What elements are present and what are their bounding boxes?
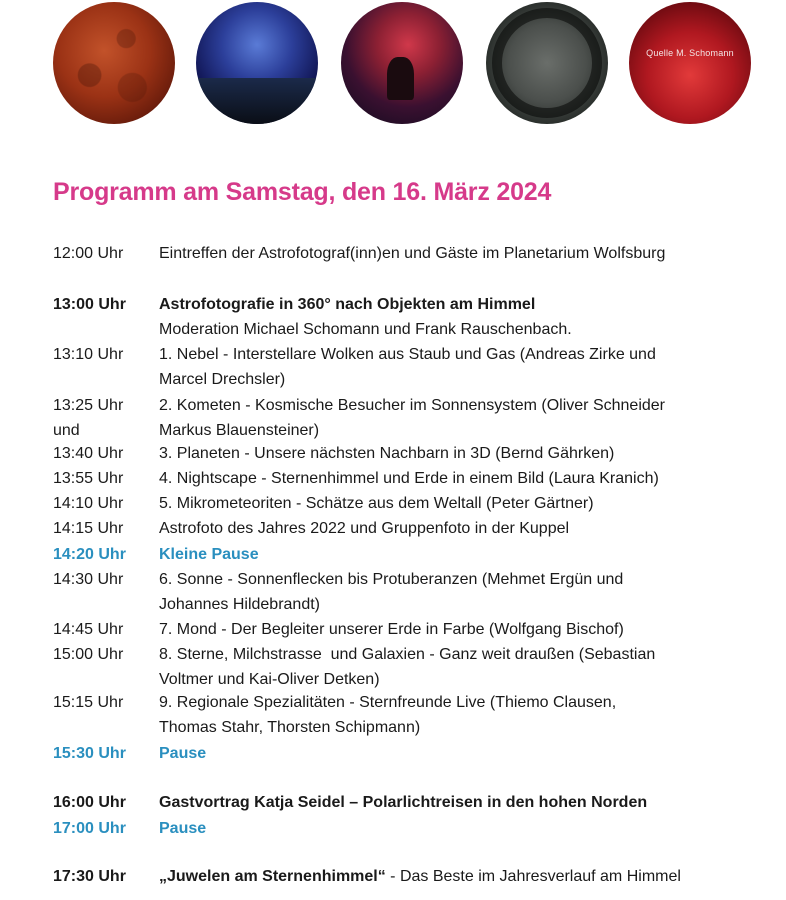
row-description: 5. Mikrometeoriten - Schätze aus dem Weltall (Peter Gärtner): [159, 495, 594, 512]
planetarium-photo: [629, 2, 751, 124]
allsky-photo: [486, 2, 608, 124]
row-time: 13:00 Uhr: [53, 296, 126, 313]
row-time: 17:30 Uhr: [53, 868, 126, 885]
row-time: 15:15 Uhr: [53, 694, 124, 711]
row-description: Kleine Pause: [159, 546, 259, 563]
photo-credit: Quelle M. Schomann: [646, 48, 734, 58]
row-time: 14:20 Uhr: [53, 546, 126, 563]
row-description: Pause: [159, 745, 207, 762]
row-description: Eintreffen der Astrofotograf(inn)en und Gäste im Planetarium Wolfsburg: [159, 245, 666, 262]
program-heading: Programm am Samstag, den 16. März 2024: [53, 178, 552, 206]
row-time: 14:10 Uhr: [53, 495, 124, 512]
header-image-strip: [0, 0, 786, 130]
row-time: 13:55 Uhr: [53, 470, 124, 487]
row-description: 4. Nightscape - Sternenhimmel und Erde in einem Bild (Laura Kranich): [159, 470, 659, 487]
row-description: Astrofotografie in 360° nach Objekten am Himmel: [159, 296, 536, 313]
row-description: 6. Sonne - Sonnenflecken bis Protuberanzen (Mehmet Ergün und Johannes Hildebrandt): [159, 571, 624, 613]
row-description: 2. Kometen - Kosmische Besucher im Sonnensystem (Oliver Schneider Markus Blauensteiner): [159, 397, 665, 439]
row-time: 15:00 Uhr: [53, 646, 124, 663]
row-description: 3. Planeten - Unsere nächsten Nachbarn in 3D (Bernd Gährken): [159, 445, 615, 462]
row-time: 14:30 Uhr: [53, 571, 124, 588]
row-time: 13:25 Uhr und: [53, 397, 124, 439]
row-time: 14:45 Uhr: [53, 621, 124, 638]
talk-title: „Juwelen am Sternenhimmel“: [159, 868, 386, 885]
row-time: 16:00 Uhr: [53, 794, 126, 811]
row-description: 8. Sterne, Milchstrasse und Galaxien - Ganz weit draußen (Sebastian Voltmer und Kai-Oliver Detken): [159, 646, 656, 688]
horsehead-nebula-photo: [341, 2, 463, 124]
talk-subtitle: - Das Beste im Jahresverlauf am Himmel: [385, 868, 681, 885]
row-description: Moderation Michael Schomann und Frank Rauschenbach.: [159, 321, 572, 338]
row-time: 15:30 Uhr: [53, 745, 126, 762]
row-description: Gastvortrag Katja Seidel – Polarlichtreisen in den hohen Norden: [159, 794, 648, 811]
blood-moon-photo: [53, 2, 175, 124]
row-description: Astrofoto des Jahres 2022 und Gruppenfoto in der Kuppel: [159, 520, 570, 537]
row-description: [159, 864, 759, 889]
row-description: 1. Nebel - Interstellare Wolken aus Staub und Gas (Andreas Zirke und Marcel Drechsler): [159, 346, 656, 388]
row-time: 14:15 Uhr: [53, 520, 124, 537]
row-description: 7. Mond - Der Begleiter unserer Erde in Farbe (Wolfgang Bischof): [159, 621, 624, 638]
row-time: 13:40 Uhr: [53, 445, 124, 462]
row-description: Pause: [159, 820, 207, 837]
row-time: 12:00 Uhr: [53, 245, 124, 262]
nightscape-photo: [196, 2, 318, 124]
row-time: 17:00 Uhr: [53, 820, 126, 837]
row-time: 13:10 Uhr: [53, 346, 124, 363]
row-description: 9. Regionale Spezialitäten - Sternfreunde Live (Thiemo Clausen, Thomas Stahr, Thorsten Schipmann): [159, 694, 617, 736]
